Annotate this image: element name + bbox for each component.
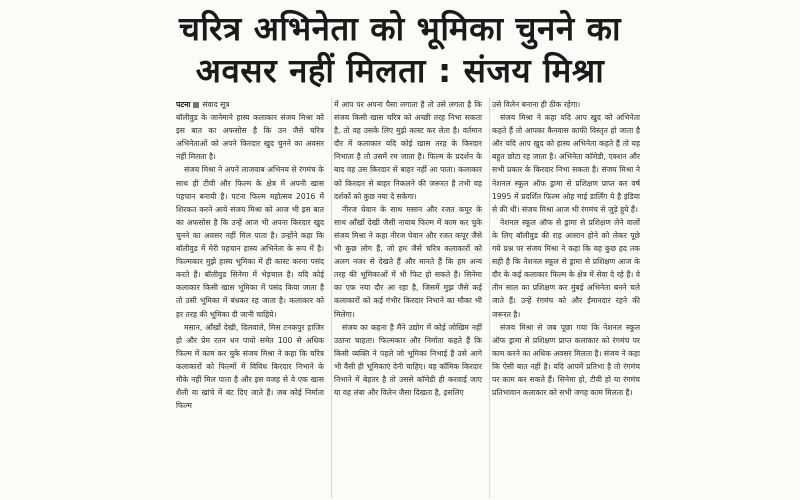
source-credit: संवाद सूत्र [202,100,230,109]
article-paragraph: संजय का कहना है मैंने उद्योग में कोई जोखिम नहीं उठाना चाहता। फिल्मकार और निर्माता कहते हैं कि किसी व्यक्ति ने पहले जो भूमिका निभाई है उसे आगे भी वैसी ही भूमिकाएं देनी चाहिए। वह कॉमिक किरदार निभाने में बेहतर है तो उससे कॉमेडी ही करवाई जाए या वह लंबा और विलेन जैसा दिखता है, इसलिए [334,322,482,398]
article-column-2 [334,98,482,500]
article-column-1 [176,98,324,500]
article-paragraph: मसान, आँखों देखी, दिलवाले, मिस टनकपुर हाजिर हो और प्रेम रतन धन पायो समेत 100 से अधिक फिल्म में काम कर चुके संजय मिश्रा ने कहा कि चरित्र कलाकारों को फिल्मों में विविध किरदार निभाने के मौके नहीं मिल पाता है और इस वजह से वे एक खास शैली या खांचे में बंट दिए जाते हैं। जब कोई निर्माता फिल्म [176,322,324,411]
article-paragraph: नेशनल स्कूल ऑफ से ड्रामा से प्रशिक्षण लेने वालों के लिए बॉलीवुड की राह आसान होने को लेकर पूछे गये प्रश्न पर संजय मिश्रा ने कहा कि यह कुछ हद तक सही है कि नेशनल स्कूल से ड्रामा से प्रशिक्षण आज के दौर के कई कलाकार फिल्म के क्षेत्र में सेवा दे रहे हैं। वे तीन साल का प्रशिक्षण कर मुंबई अभिनेता बनने चले जाते हैं। उन्हें रंगमंच को और ईमानदार रहने की जरूरत है। [492,217,640,319]
article-paragraph-text: बॉलीवुड के जानेमाने हास्य कलाकार संजय मिश्रा को इस बात का अफसोस है कि उन जैसे चरित्र अभिनेताओं को अपने किरदार खुद चुनने का अवसर नहीं मिलता है। [176,113,324,162]
article-paragraph [176,98,324,163]
article-paragraph: में आप पर अपना पैसा लगाता है तो उसे लगता है कि संजय किसी खास चरित्र को अच्छी तरह निभा सकता है, तो वह उसके लिए मुझे कास्ट कर लेता है। वर्तमान दौर में कलाकार यदि कोई खास तरह के किरदार निभाता है तो उसमें रम जाता है। फिल्म के प्रदर्शन के बाद वह उस किरदार से बाहर नहीं आ पाता। कलाकार को किरदार से बाहर निकलने की जरूरत है तभी वह दर्शकों को कुछ नया दे सकेगा। [334,100,482,201]
article-paragraph: संजय मिश्रा से जब पूछा गया कि नेशनल स्कूल ऑफ ड्रामा से प्रशिक्षण प्राप्त कलाकार को रंगमंच पर काम करने का अधिक अवसर मिलता है। संजय ने कहा कि ऐसी बात नहीं है। यदि आपमें प्रतिभा है तो रंगमंच पर काम कर सकते हैं। सिनेमा हो, टीवी हो या रंगमंच प्रतिभावान कलाकार को सभी जगह काम मिलता है। [492,322,640,398]
article-paragraph: उसे विलेन बनाना ही ठीक रहेगा। [492,100,581,109]
article-body [176,98,642,500]
dateline-square-icon [193,102,199,108]
article-column-3 [492,98,640,500]
headline-line-1: चरित्र अभिनेता को भूमिका चुनने का [178,9,622,48]
article-paragraph: संजय मिश्रा ने कहा यदि आप खुद को अभिनेता कहते हैं तो आपका कैनवास काफी विस्तृत हो जाता है और यदि आप खुद को हास्य अभिनेता कहते हैं तो यह बहुत छोटा रह जाता है। अभिनेता कॉमेडी, एक्शन और सभी प्रकार के किरदार निभा सकता है। संजय मिश्रा ने नेशनल स्कूल ऑफ ड्रामा से प्रशिक्षण प्राप्त कर वर्ष 1995 में प्रदर्शित फिल्म ओह माई डार्लिंग ये है इंडिया से की थी। संजय मिश्रा आज भी रंगमंच से जुड़े हुये हैं। [492,113,640,214]
article-paragraph: संजय मिश्रा ने अपने लाजवाब अभिनय से रंगमंच के साथ ही टीवी और फिल्म के क्षेत्र में अपनी खास पहचान बनायी है। पटना फिल्म महोत्सव 2016 में शिरकत करने आये संजय मिश्रा को आज भी इस बात का अफसोस है कि उन्हें आज भी अपना किरदार खुद चुनने का अवसर नहीं मिल पाता है। उन्होंने कहा कि बॉलीवुड में मेरी पहचान हास्य अभिनेता के रूप में है। फिल्मकार मुझे हास्य भूमिका में ही कास्ट करना पसंद करते हैं। बॉलीवुड सिनेमा में भेड़चाल है। यदि कोई कलाकार किसी खास भूमिका में पसंद किया जाता है तो उसी भूमिका में बंधकर रह जाता है। कलाकार को हर तरह की भूमिका दी जानी चाहिये। [176,165,324,319]
headline-line-2: अवसर नहीं मिलता : संजय मिश्रा [195,51,605,90]
article-paragraph: नीरज घेवान के साथ मसान और रजत कपूर के साथ आँखों देखी जैसी नायाब फिल्म में काम कर चुके संजय मिश्रा ने कहा नीरज घेवान और रजत कपूर जैसे भी कुछ लोग हैं, जो हम जैसे चरित्र कलाकारों को अलग नजर से देखते हैं और मानते हैं कि हम अन्य तरह की भूमिकाओं में भी फिट हो सकते हैं। सिनेमा का एक नया दौर आ रहा है, जिसमें मुझ जैसे कई कलाकारों को कई गंभीर किरदार निभाने का मौका भी मिलेगा। [334,204,482,319]
headline [160,8,640,92]
dateline: पटना [176,100,191,109]
